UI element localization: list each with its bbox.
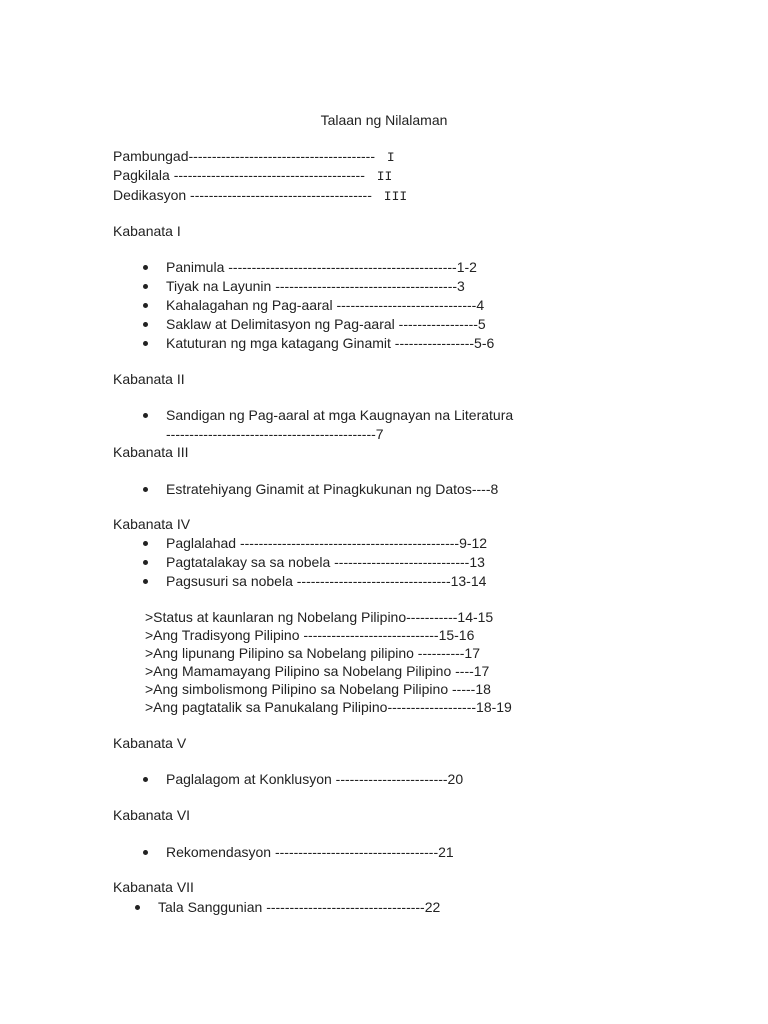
chapter-heading: Kabanata IV	[113, 516, 191, 532]
toc-entry: Katuturan ng mga katagang Ginamit -----------------5-6	[166, 335, 495, 351]
toc-subentry: >Ang Tradisyong Pilipino -----------------------------15-16	[145, 627, 475, 643]
toc-subentry: >Ang simbolismong Pilipino sa Nobelang Pilipino -----18	[145, 681, 491, 697]
toc-subentry: >Status at kaunlaran ng Nobelang Pilipino-----------14-15	[145, 609, 494, 625]
toc-entry: Tiyak na Layunin ---------------------------------------3	[166, 278, 465, 294]
chapter-heading: Kabanata VI	[113, 807, 191, 823]
front-matter-label: Pambungad----------------------------------------	[113, 148, 375, 164]
toc-entry: Pagsusuri sa nobela ---------------------------------13-14	[166, 573, 487, 589]
chapter-heading: Kabanata VII	[113, 879, 194, 895]
chapter-heading: Kabanata III	[113, 444, 189, 460]
toc-subentry: >Ang pagtatalik sa Panukalang Pilipino-------------------18-19	[145, 699, 512, 715]
front-matter-page: III	[383, 189, 408, 204]
toc-subentry: >Ang Mamamayang Pilipino sa Nobelang Pilipino ----17	[145, 663, 490, 679]
chapter-heading: Kabanata II	[113, 371, 185, 387]
front-matter-label: Pagkilala -----------------------------------------	[113, 167, 365, 183]
front-matter-page: II	[376, 169, 393, 184]
front-matter-page: I	[386, 150, 395, 165]
toc-entry: Panimula -------------------------------------------------1-2	[166, 259, 477, 275]
toc-subentry: >Ang lipunang Pilipino sa Nobelang pilipino ----------17	[145, 645, 481, 661]
toc-entry: Paglalagom at Konklusyon ------------------------20	[166, 771, 464, 787]
toc-entry-continuation: ---------------------------------------------7	[166, 426, 384, 442]
front-matter-label: Dedikasyon ---------------------------------------	[113, 187, 372, 203]
toc-entry: Tala Sanggunian ----------------------------------22	[158, 899, 441, 915]
toc-entry: Paglalahad -----------------------------------------------9-12	[166, 535, 488, 551]
toc-entry: Kahalagahan ng Pag-aaral ------------------------------4	[166, 297, 485, 313]
page-title: Talaan ng Nilalaman	[320, 112, 448, 128]
toc-entry: Pagtatalakay sa sa nobela -----------------------------13	[166, 554, 485, 570]
toc-entry: Saklaw at Delimitasyon ng Pag-aaral -----------------5	[166, 316, 486, 332]
chapter-heading: Kabanata I	[113, 223, 181, 239]
front-matter-entry	[113, 166, 392, 186]
toc-entry: Rekomendasyon -----------------------------------21	[166, 844, 454, 860]
toc-entry: Estratehiyang Ginamit at Pinagkukunan ng Datos----8	[166, 481, 499, 497]
chapter-heading: Kabanata V	[113, 735, 187, 751]
toc-entry: Sandigan ng Pag-aaral at mga Kaugnayan na Literatura	[166, 407, 514, 423]
front-matter-entry	[113, 147, 395, 167]
front-matter-entry	[113, 186, 407, 206]
